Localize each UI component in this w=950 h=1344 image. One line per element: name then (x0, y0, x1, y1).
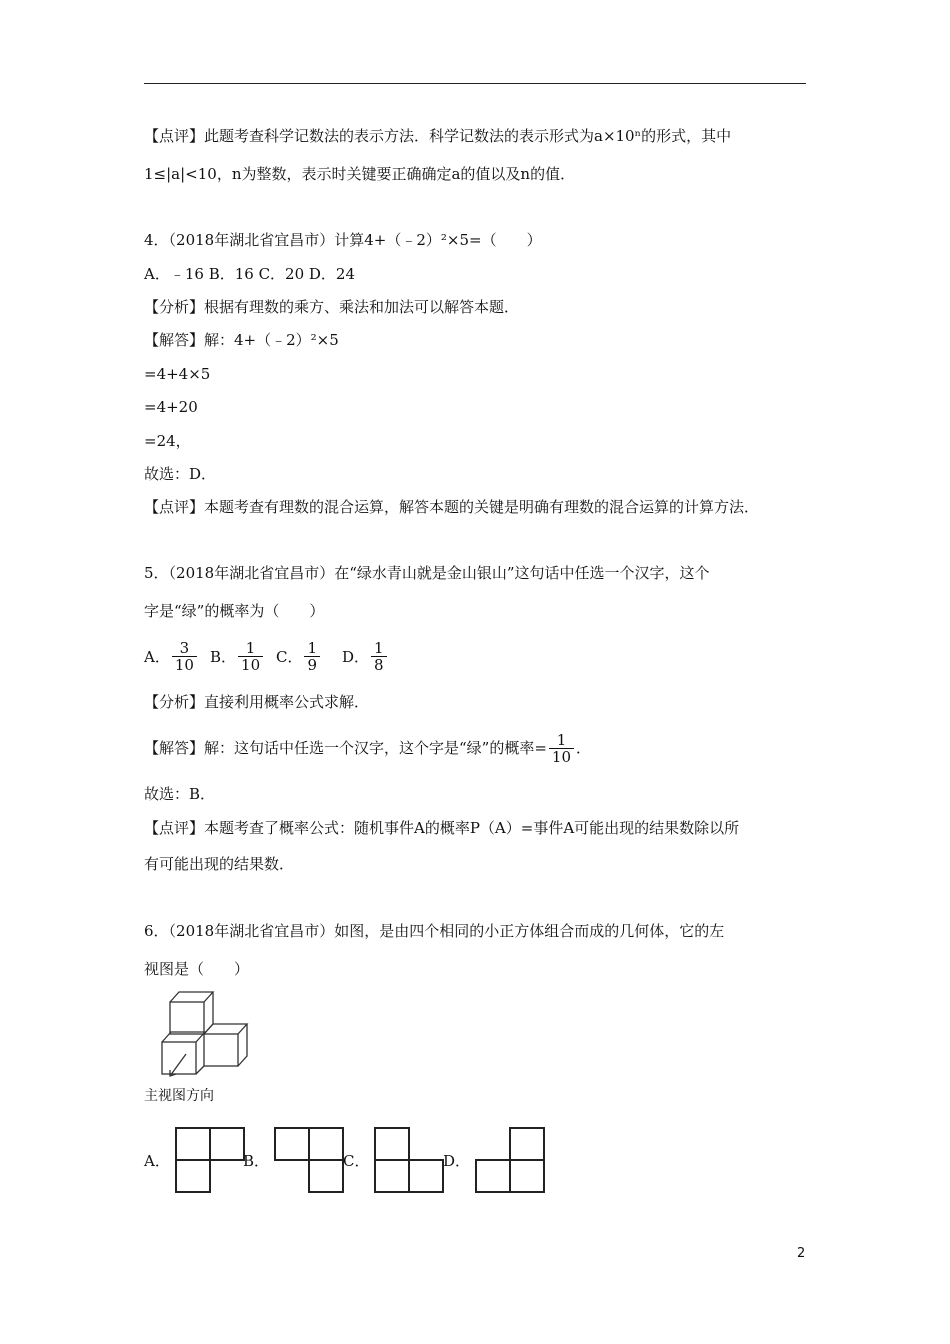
q5-option-a-fraction (172, 640, 197, 673)
q5-option-b-fraction (238, 640, 263, 673)
header-rule (144, 83, 806, 84)
q5-review-line1: 【点评】本题考查了概率公式：随机事件A的概率P（A）=事件A可能出现的结果数除以所 (144, 819, 740, 837)
q5-option-b-den: 10 (241, 655, 261, 674)
q4-choice: 故选：D． (144, 465, 217, 483)
q6-option-d-label: D． (443, 1151, 471, 1170)
q6-option-d-view (474, 1126, 546, 1194)
q4-review: 【点评】本题考查有理数的混合运算，解答本题的关键是明确有理数的混合运算的计算方法． (144, 498, 760, 516)
q6-option-b (243, 1126, 345, 1194)
q5-solution-text: 【解答】解：这句话中任选一个汉字，这个字是“绿”的概率= (144, 739, 547, 757)
cube-figure (150, 988, 260, 1083)
q6-stem-line2: 视图是（ ） (144, 960, 250, 978)
q5-option-d-label: D． (342, 647, 370, 666)
q6-option-b-view (273, 1126, 345, 1194)
q6-option-c-label: C． (343, 1151, 370, 1170)
q5-option-d-num: 1 (371, 640, 387, 657)
q4-stem: 4．（2018年湖北省宜昌市）计算4+（﹣2）²×5=（ ） (144, 231, 542, 249)
q5-option-a-den: 10 (174, 655, 194, 674)
q6-option-c-view (373, 1126, 445, 1194)
q5-option-b-num: 1 (238, 640, 263, 657)
q5-option-c-den: 9 (307, 655, 318, 674)
q5-option-c-fraction (304, 640, 320, 673)
q5-solution-den: 10 (551, 747, 572, 766)
q6-option-a-view (174, 1126, 246, 1194)
q5-review-line2: 有可能出现的结果数． (144, 855, 295, 873)
q4-analysis: 【分析】根据有理数的乘方、乘法和加法可以解答本题． (144, 298, 520, 316)
q4-step-2: =4+20 (144, 398, 198, 416)
q5-option-a-num: 3 (172, 640, 197, 657)
q4-step-3: =24， (144, 432, 191, 450)
q5-choice: 故选：B． (144, 785, 216, 803)
q5-solution (144, 724, 591, 772)
q5-option-c (276, 632, 322, 680)
q6-option-d (443, 1126, 546, 1194)
q4-solution-title: 【解答】解：4+（﹣2）²×5 (144, 331, 339, 349)
review-prev-line1: 【点评】此题考查科学记数法的表示方法．科学记数法的表示形式为a×10ⁿ的形式，其中 (144, 127, 732, 145)
q5-stem-line1: 5．（2018年湖北省宜昌市）在“绿水青山就是金山银山”这句话中任选一个汉字，这个 (144, 564, 710, 582)
q5-option-d-den: 8 (374, 655, 384, 674)
q5-solution-end: ． (576, 739, 592, 757)
q5-option-d (342, 632, 389, 680)
q5-option-a (144, 632, 199, 680)
q6-option-a (144, 1126, 246, 1194)
q5-option-a-label: A． (144, 647, 170, 666)
q6-stem-line1: 6．（2018年湖北省宜昌市）如图，是由四个相同的小正方体组合而成的几何体，它的左 (144, 922, 725, 940)
q5-option-b-label: B． (210, 647, 237, 666)
q5-option-b (210, 632, 265, 680)
q5-solution-num: 1 (549, 732, 574, 749)
q4-options: A．﹣16 B．16 C．20 D．24 (144, 265, 356, 283)
q4-step-1: =4+4×5 (144, 365, 211, 383)
q5-analysis: 【分析】直接利用概率公式求解． (144, 693, 370, 711)
q5-option-c-num: 1 (304, 640, 320, 657)
q5-option-c-label: C． (276, 647, 303, 666)
q5-stem-line2: 字是“绿”的概率为（ ） (144, 602, 325, 620)
q6-option-a-label: A． (144, 1151, 170, 1170)
q6-option-c (343, 1126, 445, 1194)
q5-option-d-fraction (371, 640, 387, 673)
review-prev-line2: 1≤|a|<10，n为整数，表示时关键要正确确定a的值以及n的值． (144, 165, 576, 183)
q6-option-b-label: B． (243, 1151, 270, 1170)
page-number: 2 (797, 1246, 806, 1261)
q5-solution-fraction (549, 732, 574, 765)
figure-caption: 主视图方向 (144, 1088, 214, 1104)
